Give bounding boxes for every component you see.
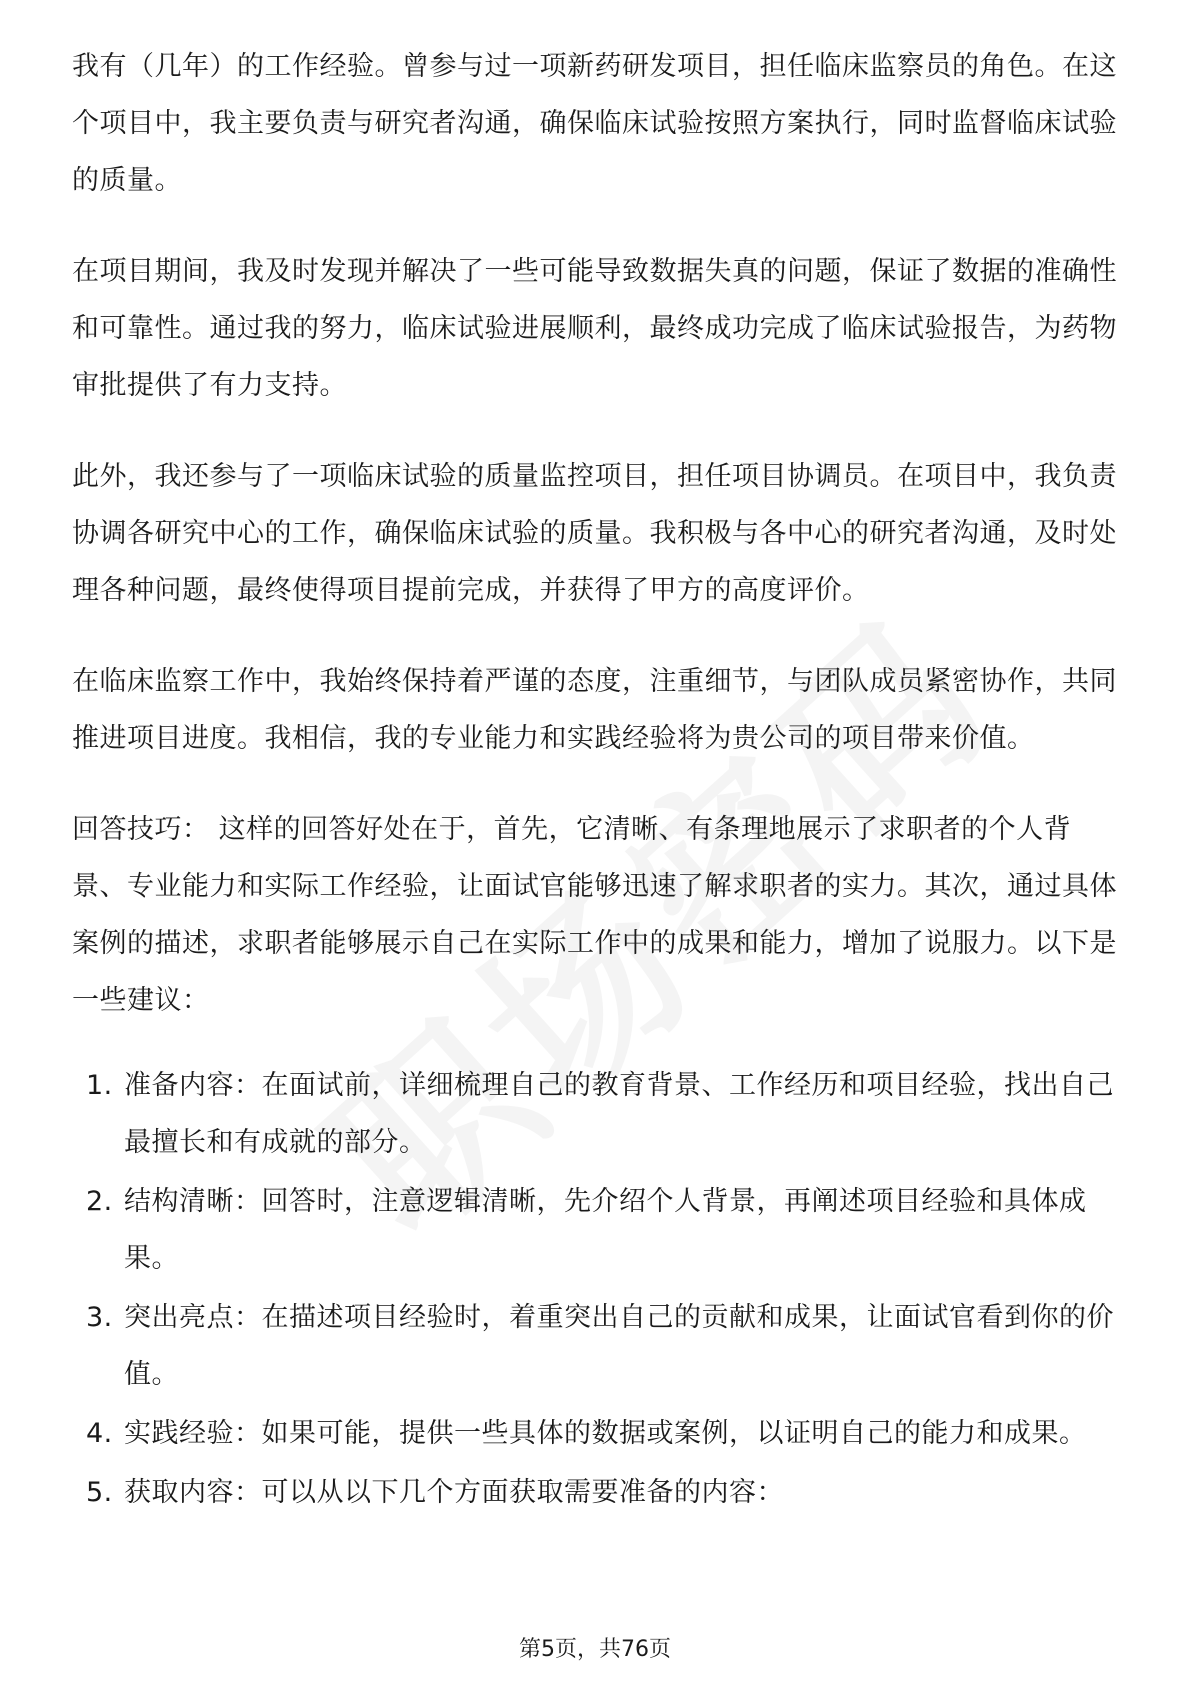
- list-number: 3.: [86, 1302, 113, 1333]
- list-item: [72, 1057, 1122, 1171]
- list-text: 实践经验：如果可能，提供一些具体的数据或案例，以证明自己的能力和成果。: [124, 1418, 1087, 1449]
- list-number: 2.: [86, 1186, 113, 1217]
- list-number: 4.: [86, 1418, 113, 1449]
- list-number: 1.: [86, 1070, 113, 1101]
- paragraph-3: 此外，我还参与了一项临床试验的质量监控项目，担任项目协调员。在项目中，我负责协调各研究中心的工作，确保临床试验的质量。我积极与各中心的研究者沟通，及时处理各种问题，最终使得项目提前完成，并获得了甲方的高度评价。: [72, 461, 1117, 606]
- list-item: [72, 1173, 1122, 1287]
- list-item: [72, 1405, 1122, 1462]
- list-text: 准备内容：在面试前，详细梳理自己的教育背景、工作经历和项目经验，找出自己最擅长和有成就的部分。: [124, 1070, 1114, 1158]
- document-body: [72, 38, 1122, 1523]
- list-number: 5.: [86, 1477, 113, 1508]
- list-text: 获取内容：可以从以下几个方面获取需要准备的内容：: [124, 1477, 784, 1508]
- list-item: [72, 1289, 1122, 1403]
- page-footer: 第5页，共76页: [519, 1637, 671, 1662]
- list-item: [72, 1464, 1122, 1521]
- paragraph-4: 在临床监察工作中，我始终保持着严谨的态度，注重细节，与团队成员紧密协作，共同推进项目进度。我相信，我的专业能力和实践经验将为贵公司的项目带来价值。: [72, 666, 1117, 754]
- answer-tips: 回答技巧： 这样的回答好处在于，首先，它清晰、有条理地展示了求职者的个人背景、专业能力和实际工作经验，让面试官能够迅速了解求职者的实力。其次，通过具体案例的描述，求职者能够展示自己在实际工作中的成果和能力，增加了说服力。以下是一些建议：: [72, 814, 1117, 1016]
- suggestion-list: [72, 1057, 1122, 1521]
- paragraph-2: 在项目期间，我及时发现并解决了一些可能导致数据失真的问题，保证了数据的准确性和可靠性。通过我的努力，临床试验进展顺利，最终成功完成了临床试验报告，为药物审批提供了有力支持。: [72, 256, 1117, 401]
- paragraph-1: 我有（几年）的工作经验。曾参与过一项新药研发项目，担任临床监察员的角色。在这个项目中，我主要负责与研究者沟通，确保临床试验按照方案执行，同时监督临床试验的质量。: [72, 51, 1117, 196]
- list-text: 结构清晰：回答时，注意逻辑清晰，先介绍个人背景，再阐述项目经验和具体成果。: [124, 1186, 1087, 1274]
- list-text: 突出亮点：在描述项目经验时，着重突出自己的贡献和成果，让面试官看到你的价值。: [124, 1302, 1114, 1390]
